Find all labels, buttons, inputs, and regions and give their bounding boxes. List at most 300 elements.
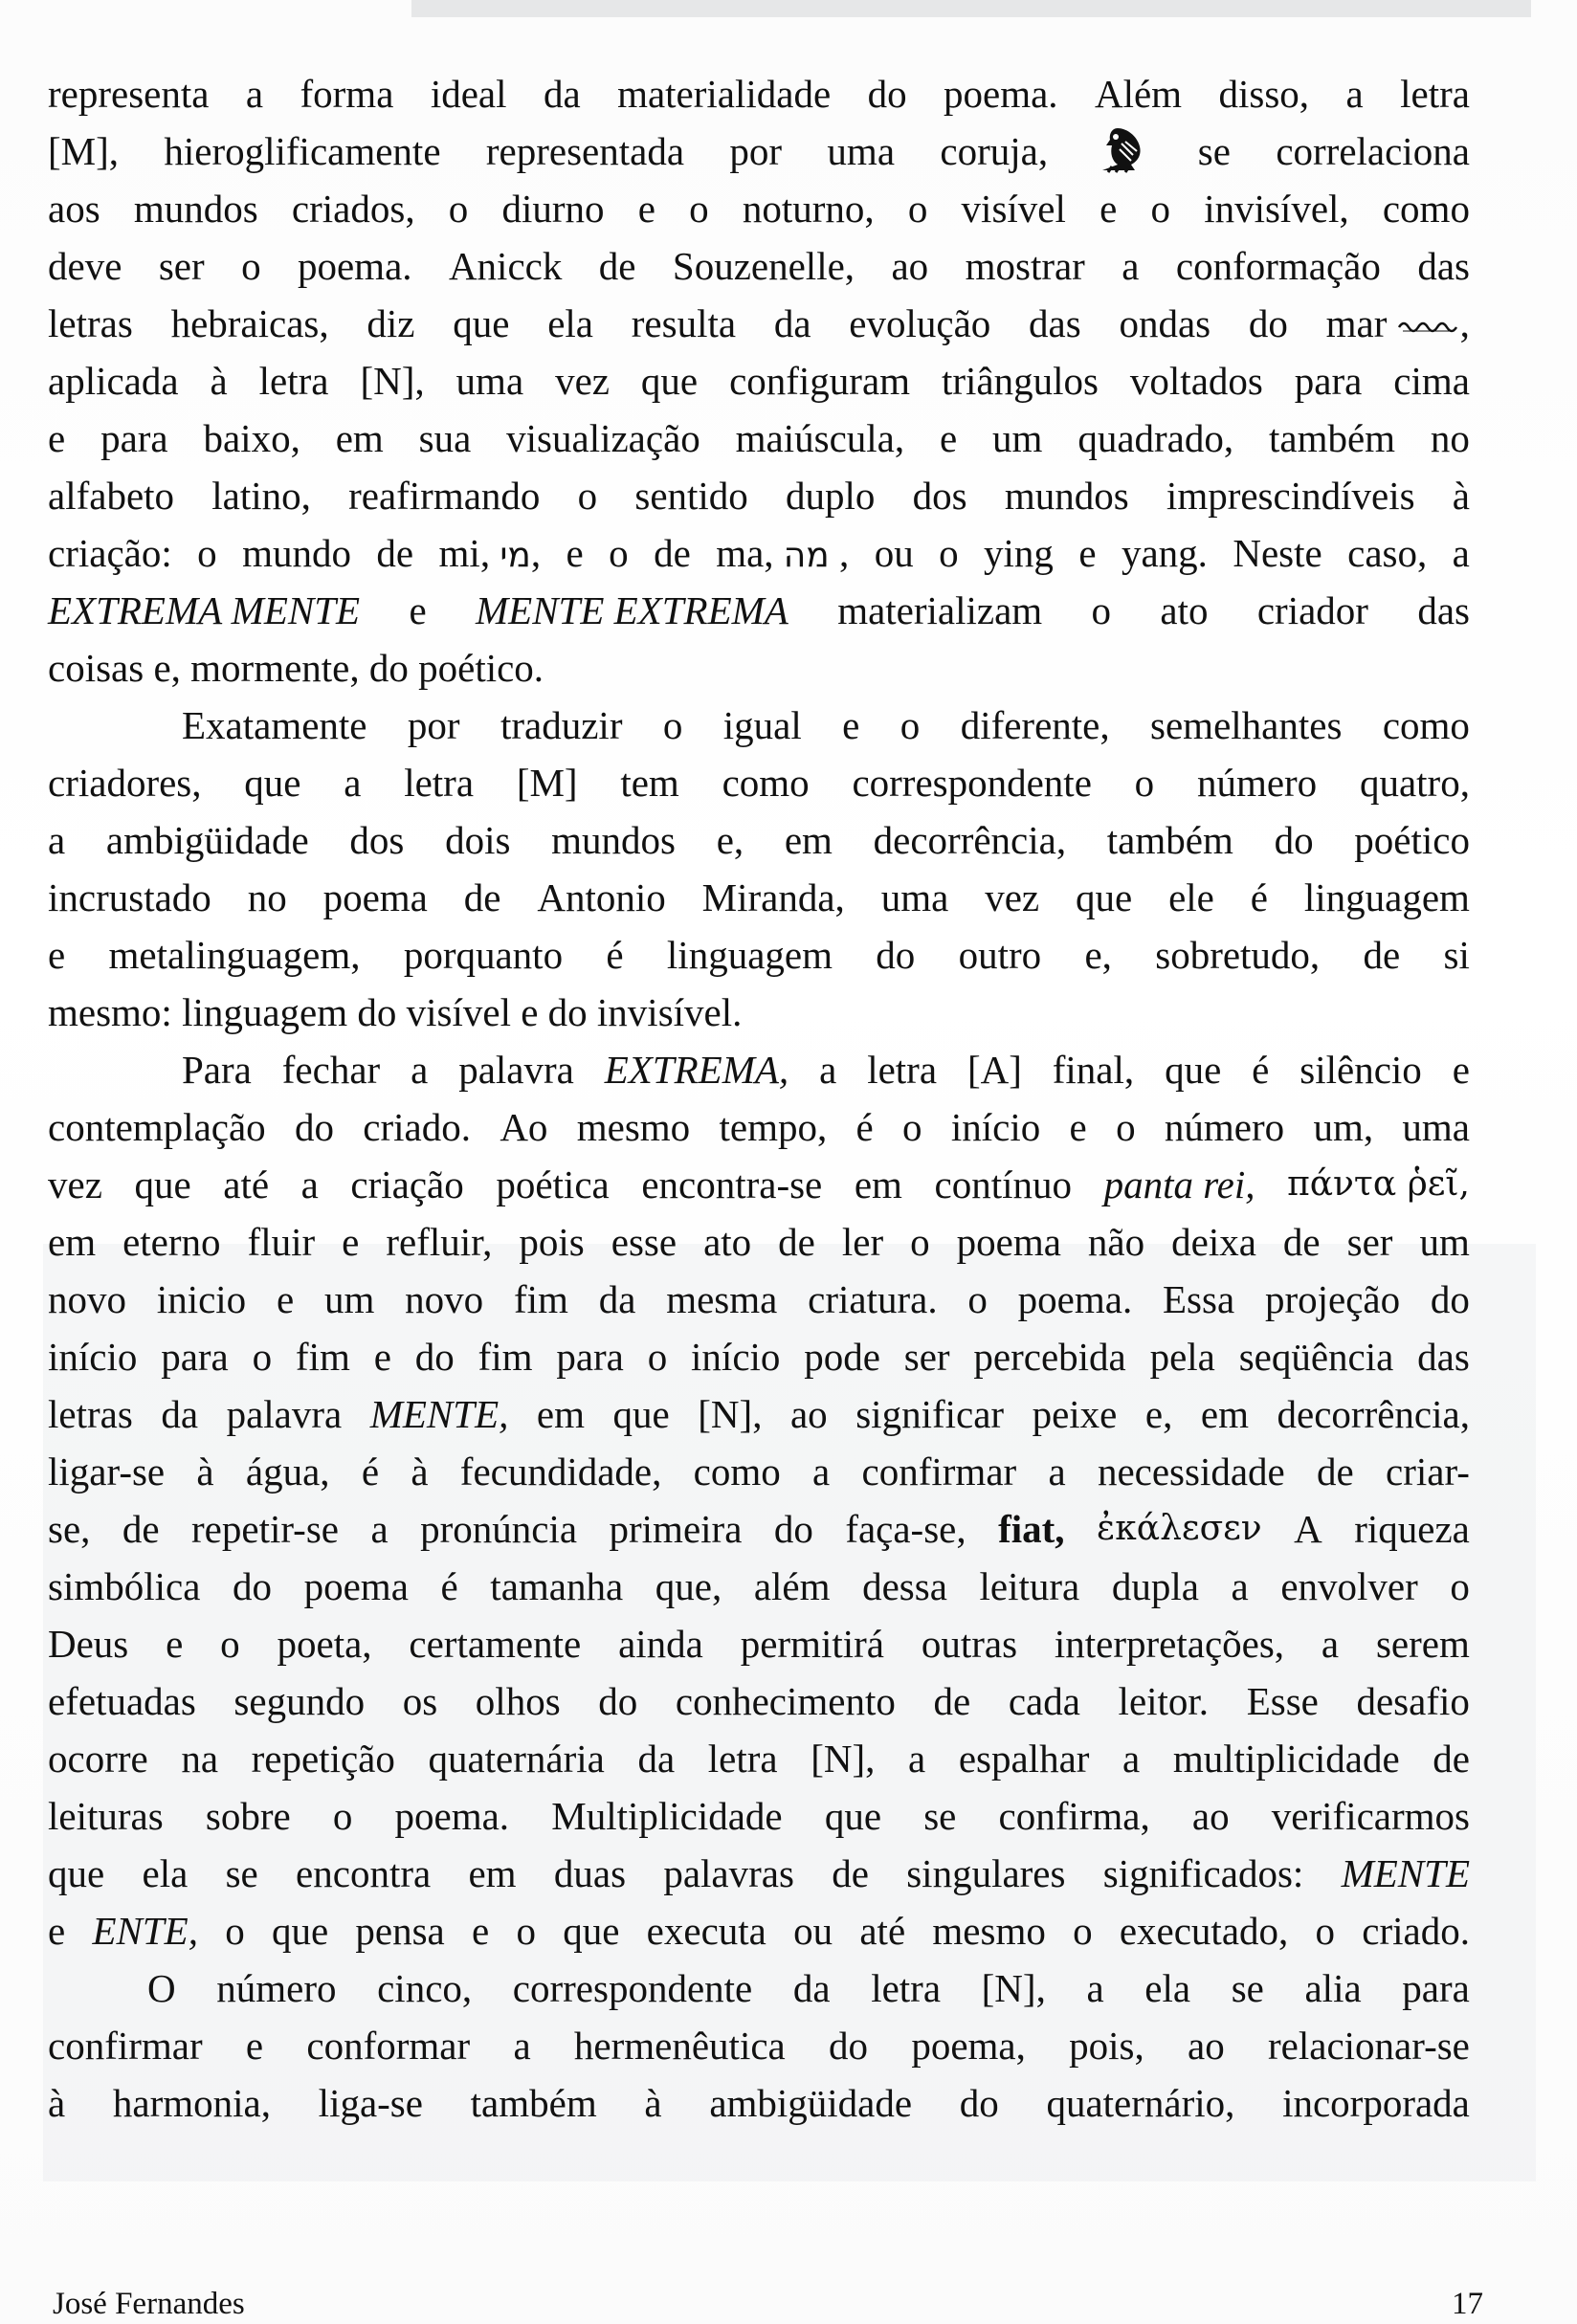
word: mar ,: [1325, 301, 1470, 345]
word: encontra-se: [641, 1162, 823, 1206]
word: Souzenelle,: [672, 244, 855, 288]
word: A: [1294, 1507, 1322, 1551]
text-line: [48, 1902, 1470, 1959]
word: poema.: [297, 244, 412, 288]
word: dupla: [1111, 1564, 1199, 1608]
word: e: [842, 703, 860, 747]
word: ideal: [430, 72, 507, 116]
word: maiúscula,: [735, 416, 905, 460]
word: uma: [1402, 1105, 1470, 1149]
word: criado.: [1362, 1909, 1470, 1953]
word: água,: [245, 1450, 330, 1494]
word: a: [245, 72, 264, 116]
text-line: [48, 1615, 1470, 1672]
greek-word: ἐκάλεσεν: [1096, 1509, 1262, 1548]
word: o: [939, 531, 959, 575]
word: hebraicas,: [170, 301, 329, 345]
word: o: [197, 531, 217, 575]
word: Além: [1094, 72, 1183, 116]
word: e: [939, 416, 958, 460]
word: Neste: [1233, 531, 1322, 575]
word: linguagem: [1303, 875, 1470, 919]
word: mundo: [242, 531, 351, 575]
word: ying: [984, 531, 1054, 575]
word: cinco,: [377, 1966, 473, 2010]
word: se: [1231, 1966, 1264, 2010]
word: da: [637, 1737, 676, 1781]
word: que,: [655, 1564, 722, 1608]
word: ao: [1191, 1794, 1230, 1838]
word: forma: [300, 72, 394, 116]
word: para: [1294, 359, 1363, 403]
word: ao: [891, 244, 929, 288]
word: o: [1150, 187, 1170, 231]
text-line: [48, 295, 1470, 352]
word: é: [855, 1105, 874, 1149]
word: fim: [295, 1335, 350, 1379]
word: fluir: [247, 1220, 316, 1264]
word: poema.: [944, 72, 1058, 116]
word: criadores,: [48, 761, 202, 805]
text-line: [48, 1845, 1470, 1902]
word: mar: [1325, 301, 1388, 345]
word: ma,: [716, 531, 774, 575]
text-line: [48, 697, 1470, 754]
word: o: [1116, 1105, 1136, 1149]
word: o: [1091, 588, 1112, 632]
word-bold: fiat,: [998, 1507, 1065, 1551]
word: necessidade: [1097, 1450, 1285, 1494]
word: em: [468, 1851, 517, 1895]
word: dessa: [862, 1564, 947, 1608]
text-line: [48, 2074, 1470, 2132]
word: novo: [405, 1277, 484, 1321]
word: conformação: [1175, 244, 1381, 288]
word: na: [181, 1737, 219, 1781]
word: ato: [1160, 588, 1209, 632]
text-line: [48, 869, 1470, 926]
word: inicio: [156, 1277, 247, 1321]
word: como: [693, 1450, 781, 1494]
word: [N],: [360, 359, 425, 403]
word: de: [933, 1679, 971, 1723]
word: desafio: [1356, 1679, 1470, 1723]
word: o: [647, 1335, 668, 1379]
word: tem: [620, 761, 679, 805]
word: de: [376, 531, 414, 575]
word: significados:: [1102, 1851, 1304, 1895]
text-line: [48, 65, 1470, 122]
word-italic: ENTE,: [92, 1909, 198, 1953]
word: letras: [48, 1392, 133, 1436]
word: tempo,: [719, 1105, 828, 1149]
word: letras: [48, 301, 133, 345]
word: correspondente: [512, 1966, 753, 2010]
word-italic: EXTREMA MENTE: [48, 588, 361, 632]
word: como: [1382, 703, 1470, 747]
word: serem: [1375, 1622, 1470, 1666]
word: mostrar: [965, 244, 1085, 288]
word: Para: [182, 1048, 252, 1092]
word: criados,: [291, 187, 415, 231]
word: em: [536, 1392, 586, 1436]
word-italic: MENTE: [1341, 1851, 1470, 1895]
word: deve: [48, 244, 122, 288]
word: silêncio: [1299, 1048, 1422, 1092]
word: representa: [48, 72, 210, 116]
word: faça-se,: [845, 1507, 966, 1551]
word-italic: MENTE,: [369, 1392, 509, 1436]
hieroglyph-owl-icon: [1093, 122, 1152, 180]
word: também: [1106, 818, 1233, 862]
word: e,: [1084, 933, 1112, 977]
word: diz: [366, 301, 415, 345]
hebrew-ma: מה: [783, 536, 830, 575]
word: criado.: [363, 1105, 471, 1149]
word: quadrado,: [1077, 416, 1234, 460]
word: poema: [956, 1220, 1061, 1264]
word: alfabeto: [48, 474, 175, 518]
word: é: [606, 933, 624, 977]
word: traduzir: [500, 703, 623, 747]
word: o: [241, 244, 261, 288]
word: de: [122, 1507, 160, 1551]
text-line: [48, 1213, 1470, 1271]
word: das: [1417, 244, 1470, 288]
word: poética: [496, 1162, 610, 1206]
word: em: [854, 1162, 902, 1206]
word: envolver: [1280, 1564, 1418, 1608]
word: sobre: [205, 1794, 291, 1838]
word: diurno: [501, 187, 605, 231]
word: confirmar: [861, 1450, 1017, 1494]
word: poema: [303, 1564, 409, 1608]
word: noturno,: [742, 187, 875, 231]
word: diferente,: [960, 703, 1110, 747]
word: do: [959, 2081, 999, 2125]
word: quaternário,: [1046, 2081, 1235, 2125]
word: número: [216, 1966, 337, 2010]
word: letra: [258, 359, 329, 403]
word: mesmo: linguagem do visível e do invisível.: [48, 990, 743, 1034]
word: do: [294, 1105, 334, 1149]
word: mundos: [551, 818, 676, 862]
word: letra: [707, 1737, 778, 1781]
word: vez: [555, 359, 610, 403]
word: caso,: [1347, 531, 1428, 575]
word: ela: [1144, 1966, 1191, 2010]
word: peixe: [1032, 1392, 1118, 1436]
word: reafirmando: [348, 474, 541, 518]
word: de: [654, 531, 691, 575]
word: um: [1419, 1220, 1470, 1264]
word-italic: panta rei,: [1103, 1162, 1255, 1206]
word: a: [1321, 1622, 1340, 1666]
word: se,: [48, 1507, 91, 1551]
word: criação:: [48, 531, 172, 575]
word: início: [950, 1105, 1041, 1149]
word: que: [244, 761, 301, 805]
word: Esse: [1246, 1679, 1319, 1723]
word: o: [516, 1909, 536, 1953]
text-line: [48, 1385, 1470, 1443]
word: e: [48, 933, 66, 977]
word: que: [612, 1392, 670, 1436]
word: aplicada: [48, 359, 179, 403]
word: o: [1315, 1909, 1336, 1953]
word: de: [778, 1220, 815, 1264]
word: cada: [1008, 1679, 1080, 1723]
word: [716, 524, 849, 582]
word: ao: [1188, 2024, 1225, 2068]
word: ela: [142, 1851, 189, 1895]
word: Antonio: [537, 875, 666, 919]
word: Multiplicidade: [551, 1794, 783, 1838]
word: criador: [1256, 588, 1368, 632]
word: cima: [1393, 359, 1470, 403]
word: executado,: [1119, 1909, 1289, 1953]
word: se: [1197, 129, 1231, 173]
word: materializam: [837, 588, 1043, 632]
word: criar-: [1386, 1450, 1470, 1494]
word: de: [463, 875, 501, 919]
word: e: [245, 2024, 264, 2068]
word: até: [859, 1909, 906, 1953]
word: primeira: [609, 1507, 743, 1551]
text-line: [48, 1672, 1470, 1730]
word: vez: [985, 875, 1040, 919]
word: ato: [703, 1220, 752, 1264]
word: é: [1250, 875, 1268, 919]
word: certamente: [409, 1622, 582, 1666]
word: uma: [880, 875, 949, 919]
text-line: [48, 1787, 1470, 1845]
text-line: [48, 1730, 1470, 1787]
word: outro: [958, 933, 1042, 977]
word: mundos: [1004, 474, 1129, 518]
word: não: [1087, 1220, 1145, 1264]
word: pronúncia: [420, 1507, 578, 1551]
word: simbólica: [48, 1564, 201, 1608]
word: leitor.: [1118, 1679, 1210, 1723]
word: yang.: [1121, 531, 1208, 575]
word: à: [196, 1450, 214, 1494]
word: coruja,: [940, 129, 1049, 173]
word: mesmo: [932, 1909, 1046, 1953]
word: leitura: [979, 1564, 1080, 1608]
word: à: [1452, 474, 1470, 518]
word: a: [1345, 72, 1364, 116]
word: que: [640, 359, 699, 403]
word: percebida: [973, 1335, 1126, 1379]
word: ele: [1168, 875, 1214, 919]
page-number: 17: [1452, 2287, 1483, 2321]
text-line: [48, 352, 1470, 409]
word: é: [361, 1450, 380, 1494]
word: a: [1122, 244, 1140, 288]
word: letra: [871, 1966, 942, 2010]
word: o: [609, 531, 629, 575]
word: Miranda,: [701, 875, 845, 919]
word: para: [556, 1335, 624, 1379]
word: e: [48, 1909, 66, 1953]
word: duplo: [786, 474, 876, 518]
word: até: [223, 1162, 270, 1206]
word: fim: [478, 1335, 533, 1379]
word: configuram: [729, 359, 911, 403]
text-line: [48, 180, 1470, 237]
word: [M],: [48, 129, 120, 173]
word: letra: [1400, 72, 1470, 116]
word: resulta: [631, 301, 737, 345]
word: sentido: [634, 474, 748, 518]
text-line: [48, 926, 1470, 984]
word: da: [598, 1277, 636, 1321]
word: pois,: [1069, 2024, 1144, 2068]
word: verificarmos: [1271, 1794, 1470, 1838]
word: si: [1443, 933, 1470, 977]
word: das: [1417, 588, 1470, 632]
word: à: [48, 2081, 66, 2125]
word: número: [1196, 761, 1318, 805]
word: confirmar: [48, 2024, 203, 2068]
word: aos: [48, 187, 100, 231]
word: do: [867, 72, 907, 116]
word: ao: [789, 1392, 828, 1436]
word: [N],: [981, 1966, 1046, 2010]
word: eterno: [122, 1220, 221, 1264]
text-line: [48, 1558, 1470, 1615]
word: das: [1029, 301, 1081, 345]
word: igual: [722, 703, 802, 747]
word: a: [1452, 531, 1470, 575]
word: e: [1099, 187, 1118, 231]
word: por: [729, 129, 783, 173]
word: como: [1382, 187, 1470, 231]
word: poema,: [911, 2024, 1026, 2068]
word: criação: [350, 1162, 464, 1206]
word: é: [440, 1564, 458, 1608]
word: Essa: [1163, 1277, 1235, 1321]
word: mi,: [438, 531, 491, 575]
word: contemplação: [48, 1105, 266, 1149]
text-line: [48, 467, 1470, 524]
word: voltados: [1129, 359, 1263, 403]
word: coisas e, mormente, do poético.: [48, 646, 544, 690]
word: o: [662, 703, 683, 747]
word: de: [598, 244, 636, 288]
text-line: [48, 754, 1470, 811]
word: dois: [445, 818, 511, 862]
word: se: [225, 1851, 258, 1895]
word: permitirá: [740, 1622, 884, 1666]
word: projeção: [1264, 1277, 1401, 1321]
word: letra: [867, 1048, 938, 1092]
word: hermenêutica: [573, 2024, 786, 2068]
word: e: [48, 416, 66, 460]
word: linguagem: [666, 933, 833, 977]
word: do: [1430, 1277, 1470, 1321]
word: interpretações,: [1054, 1622, 1285, 1666]
word: mesma: [666, 1277, 778, 1321]
water-waves-icon: [1397, 314, 1460, 335]
word: da: [543, 72, 581, 116]
word: que: [824, 1794, 882, 1838]
word: ou: [874, 531, 914, 575]
text-line: [48, 1271, 1470, 1328]
word: a: [819, 1048, 837, 1092]
word: relacionar-se: [1268, 2024, 1470, 2068]
word: Exatamente: [182, 703, 367, 747]
word: de: [832, 1851, 869, 1895]
word: executa: [646, 1909, 766, 1953]
word: o: [1450, 1564, 1470, 1608]
word: outras: [921, 1622, 1018, 1666]
word: que: [563, 1909, 620, 1953]
word: a: [1086, 1966, 1104, 2010]
word: da: [792, 1966, 831, 2010]
word: a: [48, 818, 66, 862]
word: ligar-se: [48, 1450, 166, 1494]
word: harmonia,: [112, 2081, 271, 2125]
word: o: [902, 1105, 922, 1149]
word: palavra: [226, 1392, 343, 1436]
word: semelhantes: [1150, 703, 1343, 747]
word: que: [1075, 875, 1133, 919]
word: novo: [48, 1277, 126, 1321]
word: do: [598, 1679, 638, 1723]
word: deixa: [1171, 1220, 1256, 1264]
word: poema: [322, 875, 428, 919]
word: fecundidade,: [459, 1450, 662, 1494]
text-line: [48, 1328, 1470, 1385]
word: poeta,: [277, 1622, 372, 1666]
word: o: [577, 474, 598, 518]
word: que: [134, 1162, 191, 1206]
word: à: [411, 1450, 429, 1494]
word: ser: [903, 1335, 950, 1379]
word: ambigüidade: [105, 818, 309, 862]
word: quatro,: [1359, 761, 1470, 805]
word: liga-se: [318, 2081, 423, 2125]
text-line: [48, 1156, 1470, 1213]
word: ela: [547, 301, 593, 345]
word: porquanto: [403, 933, 564, 977]
word: que: [1165, 1048, 1222, 1092]
word: de: [1317, 1450, 1354, 1494]
word: ser: [158, 244, 205, 288]
word: o: [1073, 1909, 1093, 1953]
text-line: [48, 2017, 1470, 2074]
word: o: [967, 1277, 988, 1321]
text-line: [48, 1959, 1470, 2017]
word: visualização: [506, 416, 700, 460]
word: pois: [519, 1220, 585, 1264]
word: palavras: [663, 1851, 794, 1895]
word: dos: [349, 818, 405, 862]
word: o: [332, 1794, 353, 1838]
word: ondas: [1119, 301, 1211, 345]
word: e: [566, 531, 584, 575]
word: é: [1252, 1048, 1270, 1092]
word: tamanha: [490, 1564, 624, 1608]
word: do: [829, 2024, 869, 2068]
word: o: [900, 703, 921, 747]
word: encontra: [296, 1851, 432, 1895]
word: de: [1433, 1737, 1470, 1781]
word: número: [1164, 1105, 1285, 1149]
text-line: [48, 1041, 1470, 1098]
